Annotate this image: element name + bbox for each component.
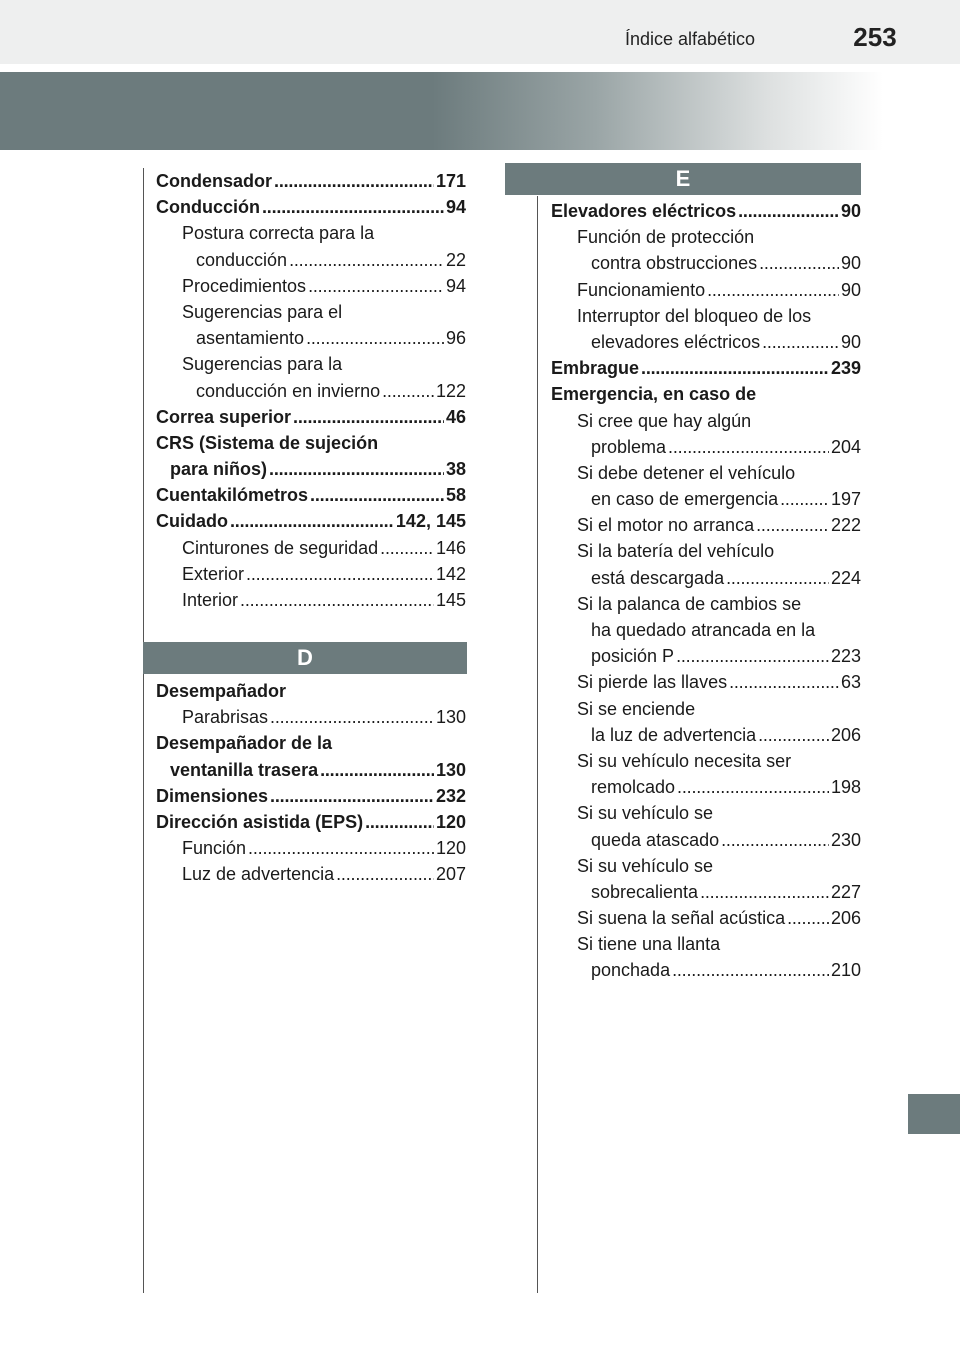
- index-entry-text: Embrague: [551, 358, 640, 379]
- index-entry-page: 198: [830, 777, 861, 798]
- index-entry: [156, 704, 466, 730]
- index-entry: [551, 957, 861, 983]
- index-entry: [156, 587, 466, 613]
- index-entry: [156, 783, 466, 809]
- index-entry: [156, 861, 466, 887]
- index-entry-page: 94: [445, 197, 466, 218]
- index-entry-page: 63: [840, 672, 861, 693]
- index-entry: [156, 220, 466, 246]
- index-entry-text: problema: [591, 436, 667, 457]
- leader-dots: [721, 827, 829, 853]
- index-entry-text: asentamiento: [196, 328, 305, 349]
- leader-dots: [248, 835, 434, 861]
- leader-dots: [787, 905, 829, 931]
- index-entry: [156, 247, 466, 273]
- index-entry-text: elevadores eléctricos: [591, 331, 761, 352]
- index-entry: [551, 748, 861, 774]
- leader-dots: [230, 508, 394, 534]
- leader-dots: [320, 757, 434, 783]
- index-entry-text: ventanilla trasera: [170, 759, 319, 780]
- index-entry-page: 232: [435, 785, 466, 806]
- left-column-rule: [143, 168, 144, 1293]
- index-entry-page: 142, 145: [395, 511, 466, 532]
- index-entry-text: posición P: [591, 646, 675, 667]
- index-entry: [156, 168, 466, 194]
- index-entry-page: 171: [435, 171, 466, 191]
- index-entry: [551, 774, 861, 800]
- index-group-e: [551, 198, 861, 984]
- index-entry-page: 224: [830, 567, 861, 588]
- leader-dots: [762, 329, 839, 355]
- index-entry-text: contra obstrucciones: [591, 253, 758, 274]
- index-entry: [156, 730, 466, 756]
- index-entry-page: 120: [435, 838, 466, 859]
- index-entry-page: 58: [445, 485, 466, 506]
- leader-dots: [707, 277, 839, 303]
- index-entry: [156, 508, 466, 534]
- index-entry-text: sobrecalienta: [591, 881, 699, 902]
- leader-dots: [672, 957, 829, 983]
- index-entry-text: Condensador: [156, 171, 273, 191]
- index-entry: [551, 931, 861, 957]
- index-entry-page: 90: [840, 331, 861, 352]
- index-entry: [551, 538, 861, 564]
- index-entry-text: conducción: [196, 249, 288, 270]
- index-entry-text: Parabrisas: [182, 707, 269, 728]
- index-entry-text: CRS (Sistema de sujeción: [156, 432, 379, 453]
- index-group-d: [156, 678, 466, 888]
- index-entry: [551, 329, 861, 355]
- leader-dots: [246, 561, 434, 587]
- index-entry-text: Conducción: [156, 197, 260, 218]
- leader-dots: [677, 774, 829, 800]
- index-entry-text: Interior: [182, 590, 239, 610]
- index-entry-page: 120: [435, 811, 466, 832]
- index-entry: [551, 696, 861, 722]
- index-entry: [156, 809, 466, 835]
- index-entry: [551, 827, 861, 853]
- leader-dots: [738, 198, 839, 224]
- index-entry-page: 204: [830, 436, 861, 457]
- index-column-left-d: [156, 678, 466, 888]
- index-entry: [551, 853, 861, 879]
- leader-dots: [759, 250, 839, 276]
- index-column-right: [551, 198, 861, 984]
- index-entry-text: está descargada: [591, 567, 725, 588]
- leader-dots: [756, 512, 829, 538]
- leader-dots: [240, 587, 434, 613]
- index-entry-text: Desempañador: [156, 681, 287, 701]
- leader-dots: [700, 879, 829, 905]
- index-entry-page: 122: [435, 380, 466, 401]
- index-entry: [156, 561, 466, 587]
- leader-dots: [289, 247, 444, 273]
- index-entry-text: queda atascado: [591, 829, 720, 850]
- index-entry-text: la luz de advertencia: [591, 724, 757, 745]
- index-entry-page: 222: [830, 515, 861, 536]
- leader-dots: [382, 378, 434, 404]
- index-entry-text: Dirección asistida (EPS): [156, 811, 364, 832]
- index-entry: [551, 591, 861, 617]
- header-banner: [0, 72, 960, 150]
- index-entry-page: 230: [830, 829, 861, 850]
- index-entry-page: 206: [830, 724, 861, 745]
- index-entry: [551, 905, 861, 931]
- leader-dots: [306, 325, 444, 351]
- index-entry-page: 130: [435, 759, 466, 780]
- index-entry-page: 130: [435, 707, 466, 728]
- index-entry: [551, 381, 861, 407]
- index-entry: [551, 643, 861, 669]
- leader-dots: [269, 456, 444, 482]
- index-entry-page: 223: [830, 646, 861, 667]
- index-entry: [156, 194, 466, 220]
- index-entry-text: Función de protección: [577, 227, 755, 248]
- index-entry-page: 197: [830, 489, 861, 510]
- index-entry-text: Si el motor no arranca: [577, 515, 755, 536]
- index-entry-text: Si se enciende: [577, 698, 696, 719]
- index-entry-text: Interruptor del bloqueo de los: [577, 305, 812, 326]
- index-entry-text: Si la batería del vehículo: [577, 541, 775, 562]
- index-entry-page: 145: [435, 590, 466, 610]
- section-title: Índice alfabético: [624, 29, 756, 49]
- letter-d-header: D: [143, 642, 467, 674]
- leader-dots: [308, 273, 444, 299]
- index-entry-page: 206: [830, 908, 861, 929]
- index-entry-page: 22: [445, 249, 466, 270]
- leader-dots: [380, 535, 434, 561]
- index-entry-text: Funcionamiento: [577, 279, 706, 300]
- index-entry-text: Cinturones de seguridad: [182, 537, 379, 558]
- leader-dots: [729, 669, 839, 695]
- leader-dots: [262, 194, 444, 220]
- index-entry-text: Dimensiones: [156, 785, 269, 806]
- index-entry: [551, 722, 861, 748]
- index-entry: [156, 430, 466, 456]
- index-entry-page: 210: [830, 960, 861, 981]
- leader-dots: [336, 861, 434, 887]
- leader-dots: [726, 565, 829, 591]
- index-entry: [156, 482, 466, 508]
- index-entry-text: Si tiene una llanta: [577, 934, 721, 955]
- index-entry: [156, 299, 466, 325]
- index-entry-text: Desempañador de la: [156, 733, 333, 754]
- index-entry: [551, 250, 861, 276]
- index-entry-text: Si su vehículo se: [577, 803, 714, 824]
- index-entry: [551, 800, 861, 826]
- index-entry-text: Correa superior: [156, 406, 292, 427]
- page-number: 253: [853, 22, 897, 52]
- index-entry-page: 38: [445, 459, 466, 480]
- index-entry: [551, 512, 861, 538]
- index-entry: [551, 434, 861, 460]
- right-column-rule: [537, 196, 538, 1293]
- index-column-left: [156, 168, 466, 613]
- index-entry: [156, 757, 466, 783]
- index-entry-text: conducción en invierno: [196, 380, 381, 401]
- leader-dots: [780, 486, 829, 512]
- index-entry-text: Si debe detener el vehículo: [577, 462, 796, 483]
- index-entry: [156, 456, 466, 482]
- leader-dots: [274, 168, 434, 194]
- index-entry-text: ha quedado atrancada en la: [591, 620, 816, 640]
- index-entry: [551, 408, 861, 434]
- page-header: [0, 0, 960, 64]
- index-entry-text: Si su vehículo necesita ser: [577, 750, 792, 771]
- leader-dots: [641, 355, 829, 381]
- index-entry: [156, 678, 466, 704]
- index-entry: [551, 565, 861, 591]
- index-entry-text: Elevadores eléctricos: [551, 201, 737, 221]
- index-entry-text: Procedimientos: [182, 275, 307, 296]
- index-entry-text: Postura correcta para la: [182, 223, 375, 244]
- index-entry-page: 96: [445, 328, 466, 349]
- index-entry: [156, 273, 466, 299]
- index-entry-text: Si cree que hay algún: [577, 410, 752, 431]
- index-entry: [551, 224, 861, 250]
- index-entry-text: ponchada: [591, 960, 671, 981]
- index-entry-text: Cuidado: [156, 511, 228, 532]
- leader-dots: [365, 809, 434, 835]
- index-entry-text: Si su vehículo se: [577, 855, 714, 876]
- leader-dots: [310, 482, 444, 508]
- index-entry-text: para niños): [170, 459, 268, 480]
- index-entry-text: en caso de emergencia: [591, 489, 779, 510]
- index-entry: [551, 198, 861, 224]
- leader-dots: [270, 783, 434, 809]
- index-entry: [156, 535, 466, 561]
- index-entry-page: 207: [435, 864, 466, 885]
- index-entry: [156, 378, 466, 404]
- index-entry-text: Luz de advertencia: [182, 864, 335, 885]
- index-entry: [551, 669, 861, 695]
- index-entry-page: 46: [445, 406, 466, 427]
- leader-dots: [668, 434, 829, 460]
- index-entry: [551, 355, 861, 381]
- index-entry-page: 239: [830, 358, 861, 379]
- index-group-c: [156, 168, 466, 613]
- index-entry-page: 90: [840, 253, 861, 274]
- index-entry-text: Sugerencias para el: [182, 301, 343, 322]
- index-entry-page: 227: [830, 881, 861, 902]
- index-entry-text: Función: [182, 838, 247, 859]
- leader-dots: [758, 722, 829, 748]
- index-entry: [551, 486, 861, 512]
- index-entry-text: Si la palanca de cambios se: [577, 593, 802, 614]
- index-entry: [156, 835, 466, 861]
- index-entry: [156, 325, 466, 351]
- leader-dots: [676, 643, 829, 669]
- index-entry-page: 142: [435, 563, 466, 584]
- index-entry-text: Emergencia, en caso de: [551, 384, 757, 405]
- index-entry: [551, 277, 861, 303]
- index-entry: [551, 303, 861, 329]
- index-entry-text: Si suena la señal acústica: [577, 908, 786, 929]
- leader-dots: [293, 404, 444, 430]
- index-entry-text: Exterior: [182, 563, 245, 584]
- index-entry-text: Cuentakilómetros: [156, 485, 309, 506]
- leader-dots: [270, 704, 434, 730]
- index-entry-page: 90: [840, 201, 861, 221]
- index-entry-text: remolcado: [591, 777, 676, 798]
- index-entry-text: Sugerencias para la: [182, 354, 343, 375]
- index-entry: [156, 404, 466, 430]
- letter-e-header: E: [505, 163, 861, 195]
- index-entry-text: Si pierde las llaves: [577, 672, 728, 693]
- index-entry-page: 146: [435, 537, 466, 558]
- index-entry-page: 94: [445, 275, 466, 296]
- index-entry: [156, 351, 466, 377]
- index-entry: [551, 617, 861, 643]
- index-entry: [551, 460, 861, 486]
- side-thumb-tab: [908, 1094, 960, 1134]
- index-entry-page: 90: [840, 279, 861, 300]
- index-entry: [551, 879, 861, 905]
